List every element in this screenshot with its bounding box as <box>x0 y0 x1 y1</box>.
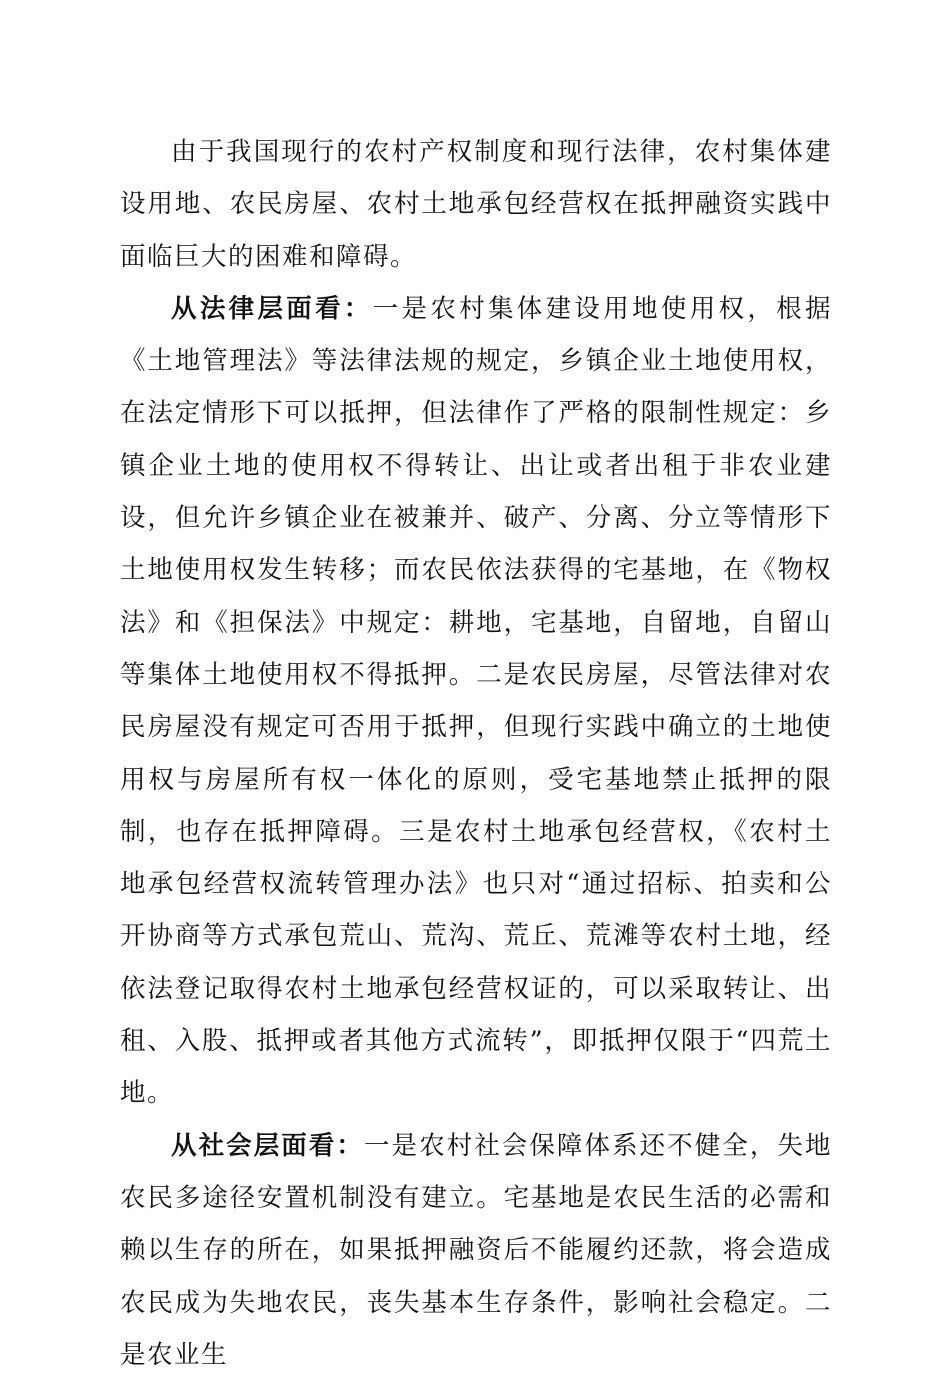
paragraph-intro <box>120 126 832 283</box>
paragraph-social-text: 一是农村社会保障体系还不健全，失地农民多途径安置机制没有建立。宅基地是农民生活的必需和赖以生存的所在，如果抵押融资后不能履约还款，将会造成农民成为失地农民，丧失基本生存条件，影响社会稳定。二是农业生 <box>120 1130 832 1370</box>
document-page <box>120 126 832 1381</box>
paragraph-legal-heading: 从法律层面看： <box>171 293 373 324</box>
paragraph-social <box>120 1120 832 1381</box>
paragraph-legal-text: 一是农村集体建设用地使用权，根据《土地管理法》等法律法规的规定，乡镇企业土地使用权，在法定情形下可以抵押，但法律作了严格的限制性规定：乡镇企业土地的使用权不得转让、出让或者出租于非农业建设，但允许乡镇企业在被兼并、破产、分离、分立等情形下土地使用权发生转移；而农民依法获得的宅基地，在《物权法》和《担保法》中规定：耕地，宅基地，自留地，自留山等集体土地使用权不得抵押。二是农民房屋，尽管法律对农民房屋没有规定可否用于抵押，但现行实践中确立的土地使用权与房屋所有权一体化的原则，受宅基地禁止抵押的限制，也存在抵押障碍。三是农村土地承包经营权，《农村土地承包经营权流转管理办法》也只对“通过招标、拍卖和公开协商等方式承包荒山、荒沟、荒丘、荒滩等农村土地，经依法登记取得农村土地承包经营权证的，可以采取转让、出租、入股、抵押或者其他方式流转”，即抵押仅限于“四荒土地。 <box>120 293 832 1109</box>
paragraph-legal <box>120 283 832 1120</box>
paragraph-intro-text: 由于我国现行的农村产权制度和现行法律，农村集体建设用地、农民房屋、农村土地承包经营权在抵押融资实践中面临巨大的困难和障碍。 <box>120 137 832 272</box>
paragraph-social-heading: 从社会层面看： <box>171 1130 364 1161</box>
